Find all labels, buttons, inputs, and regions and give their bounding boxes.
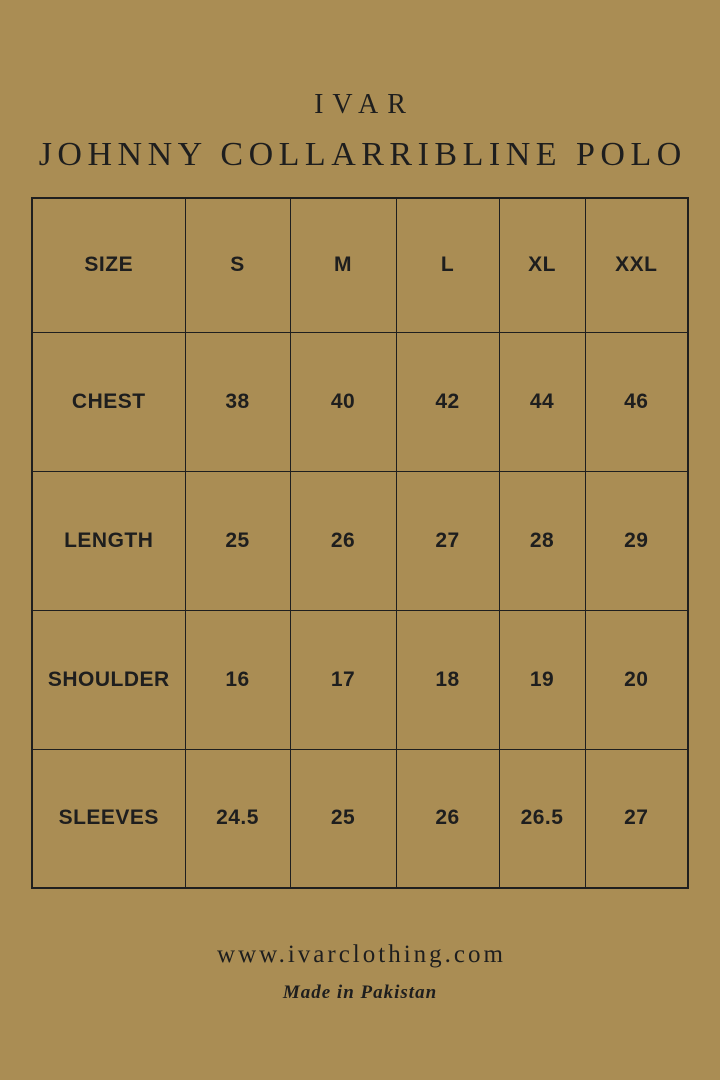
cell-chest-m: 40 <box>290 332 396 471</box>
table-row-sleeves <box>32 749 688 888</box>
column-header-xxl: XXL <box>585 198 688 332</box>
cell-sleeves-xl: 26.5 <box>499 749 585 888</box>
product-title: JOHNNY COLLARRIBLINE POLO <box>38 136 687 173</box>
cell-length-xxl: 29 <box>585 471 688 610</box>
header <box>0 0 720 177</box>
cell-shoulder-m: 17 <box>290 610 396 749</box>
table-row-chest <box>32 332 688 471</box>
cell-sleeves-l: 26 <box>396 749 499 888</box>
row-label-length: LENGTH <box>32 471 185 610</box>
column-header-m: M <box>290 198 396 332</box>
footer <box>0 941 720 1004</box>
brand-title: IVAR <box>314 89 415 120</box>
cell-chest-xxl: 46 <box>585 332 688 471</box>
made-in-label: Made in Pakistan <box>282 982 438 1003</box>
row-label-chest: CHEST <box>32 332 185 471</box>
website-url: www.ivarclothing.com <box>217 941 506 968</box>
cell-chest-xl: 44 <box>499 332 585 471</box>
cell-shoulder-s: 16 <box>185 610 290 749</box>
cell-chest-s: 38 <box>185 332 290 471</box>
table-row-length <box>32 471 688 610</box>
cell-length-s: 25 <box>185 471 290 610</box>
cell-length-m: 26 <box>290 471 396 610</box>
cell-shoulder-l: 18 <box>396 610 499 749</box>
cell-length-l: 27 <box>396 471 499 610</box>
column-header-size: SIZE <box>32 198 185 332</box>
cell-chest-l: 42 <box>396 332 499 471</box>
column-header-xl: XL <box>499 198 585 332</box>
row-label-shoulder: SHOULDER <box>32 610 185 749</box>
cell-shoulder-xl: 19 <box>499 610 585 749</box>
cell-length-xl: 28 <box>499 471 585 610</box>
cell-shoulder-xxl: 20 <box>585 610 688 749</box>
column-header-l: L <box>396 198 499 332</box>
cell-sleeves-xxl: 27 <box>585 749 688 888</box>
cell-sleeves-m: 25 <box>290 749 396 888</box>
cell-sleeves-s: 24.5 <box>185 749 290 888</box>
table-row-shoulder <box>32 610 688 749</box>
size-chart-table <box>31 197 689 889</box>
table-header-row <box>32 198 688 332</box>
row-label-sleeves: SLEEVES <box>32 749 185 888</box>
column-header-s: S <box>185 198 290 332</box>
